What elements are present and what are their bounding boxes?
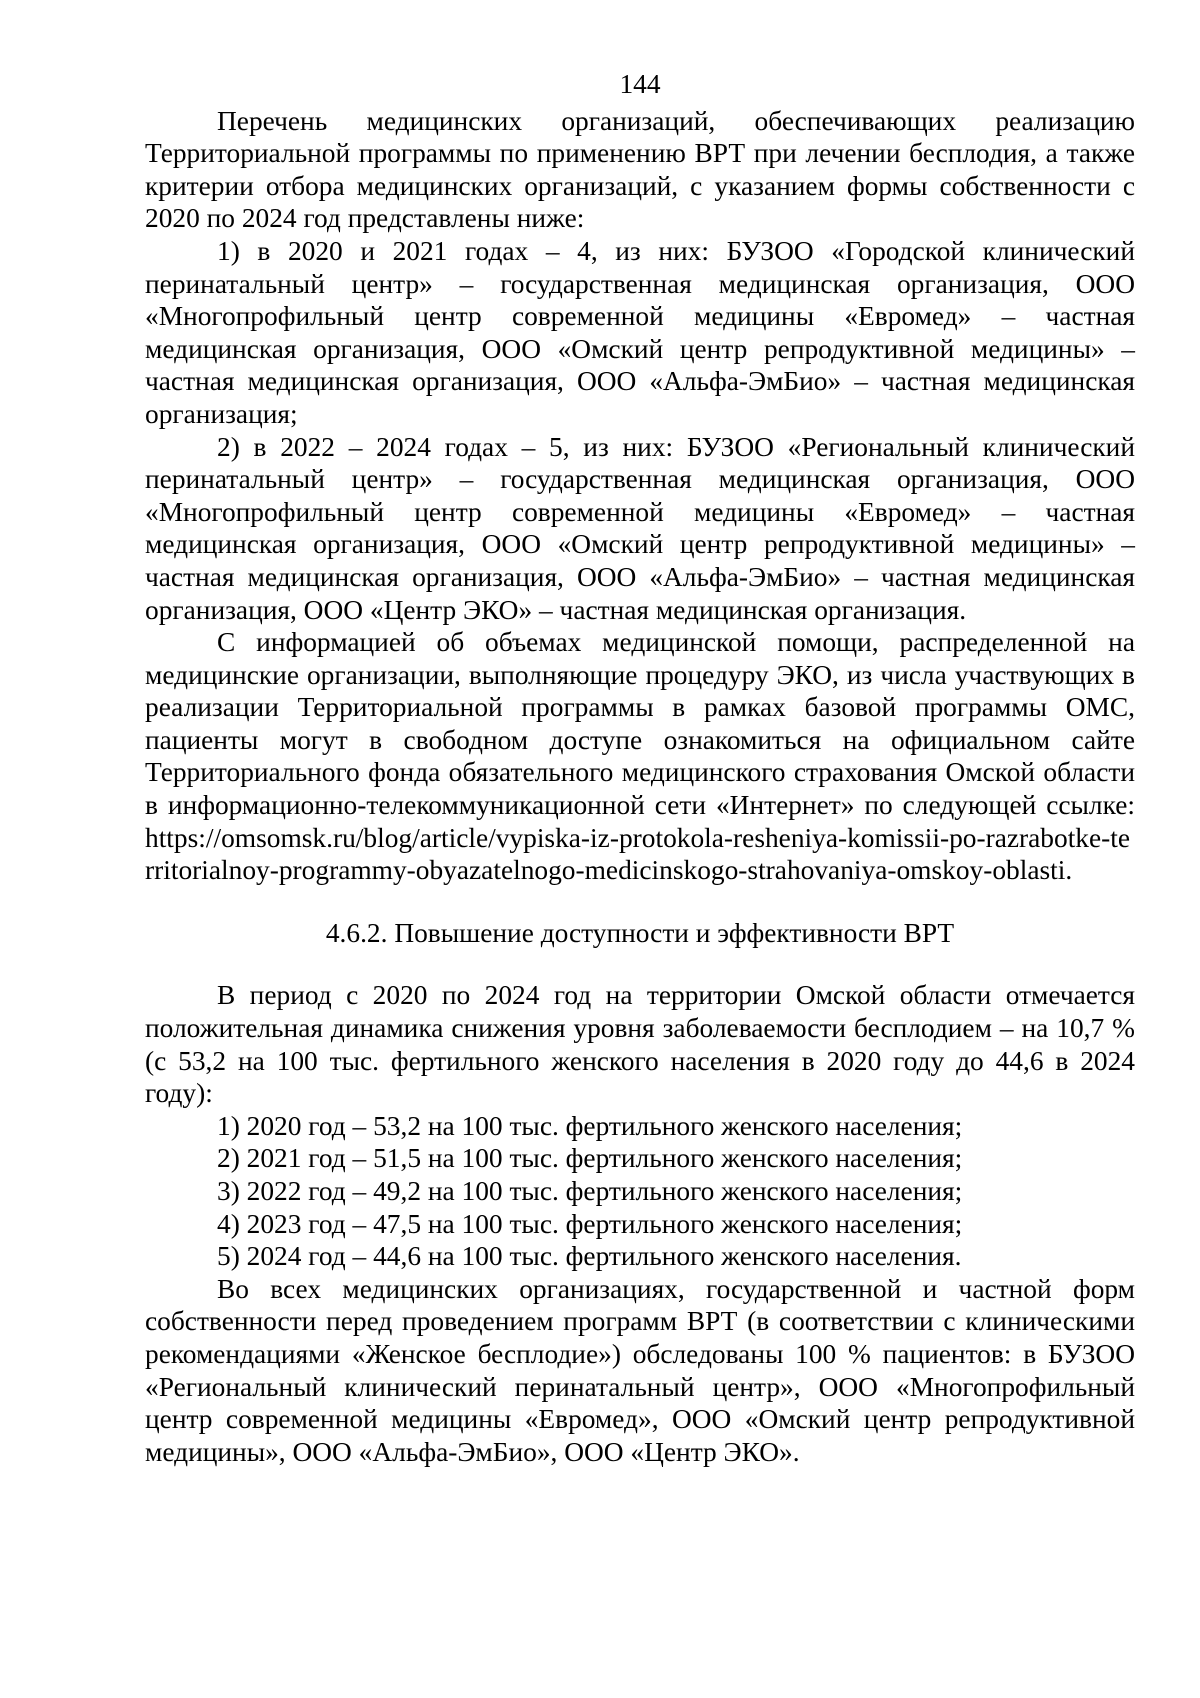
info-paragraph-text: С информацией об объемах медицинской помощи, распределенной на медицинские организации, выполняющие процедуру ЭКО, из числа участвующих в реализации Территориальной программы в рамках базовой программы ОМС, пациенты могут в свободном доступе ознакомиться на официальном сайте Территориального фонда обязательного медицинского страхования Омской области в информационно-телекоммуникационной сети «Интернет» по следующей ссылке: [145,627,1135,821]
incidence-item-2024: 5) 2024 год – 44,6 на 100 тыс. фертильного женского населения. [217,1241,962,1272]
dynamics-paragraph: В период с 2020 по 2024 год на территории Омской области отмечается положительная динамика снижения уровня заболеваемости бесплодием – на 10,7 % (с 53,2 на 100 тыс. фертильного женского населения в 2020 году до 44,6 в 2024 году): [145,980,1135,1109]
list-item-2020-2021: 1) в 2020 и 2021 годах – 4, из них: БУЗОО «Городской клинический перинатальный центр» – государственная медицинская организация, ООО «Многопрофильный центр современной медицины «Евромед» – частная медицинская организация, ООО «Омский центр репродуктивной медицины» – частная медицинская организация, ООО «Альфа-ЭмБио» – частная медицинская организация; [145,235,1135,429]
info-link[interactable]: https://omsomsk.ru/blog/article/vypiska-iz-protokola-resheniya-komissii-po-razrabotke-territorialnoy-programmy-obyazatelnogo-medicinskogo-strahovaniya-omskoy-oblasti. [145,822,1131,886]
incidence-item-2022: 3) 2022 год – 49,2 на 100 тыс. фертильного женского населения; [217,1176,963,1206]
info-paragraph [145,626,1135,887]
incidence-item-2020: 1) 2020 год – 53,2 на 100 тыс. фертильного женского населения; [217,1110,963,1141]
intro-paragraph: Перечень медицинских организаций, обеспечивающих реализацию Территориальной программы по применению ВРТ при лечении бесплодия, а также критерии отбора медицинских организаций, с указанием формы собственности с 2020 по 2024 год представлены ниже: [145,105,1135,234]
section-heading: 4.6.2. Повышение доступности и эффективности ВРТ [325,917,955,948]
incidence-item-2023: 4) 2023 год – 47,5 на 100 тыс. фертильного женского населения; [217,1208,963,1239]
closing-paragraph: Во всех медицинских организациях, государственной и частной форм собственности перед проведением программ ВРТ (в соответствии с клиническими рекомендациями «Женское бесплодие») обследованы 100 % пациентов: в БУЗОО «Региональный клинический перинатальный центр», ООО «Многопрофильный центр современной медицины «Евромед», ООО «Омский центр репродуктивной медицины», ООО «Альфа-ЭмБио», ООО «Центр ЭКО». [145,1273,1135,1467]
document-page [145,68,1135,1468]
incidence-item-2021: 2) 2021 год – 51,5 на 100 тыс. фертильного женского населения; [217,1143,963,1174]
incidence-list [145,1110,1135,1273]
page-number: 144 [619,69,661,99]
list-item-2022-2024: 2) в 2022 – 2024 годах – 5, из них: БУЗОО «Региональный клинический перинатальный центр» – государственная медицинская организация, ООО «Многопрофильный центр современной медицины «Евромед» – частная медицинская организация, ООО «Омский центр репродуктивной медицины» – частная медицинская организация, ООО «Альфа-ЭмБио» – частная медицинская организация, ООО «Центр ЭКО» – частная медицинская организация. [145,431,1135,625]
